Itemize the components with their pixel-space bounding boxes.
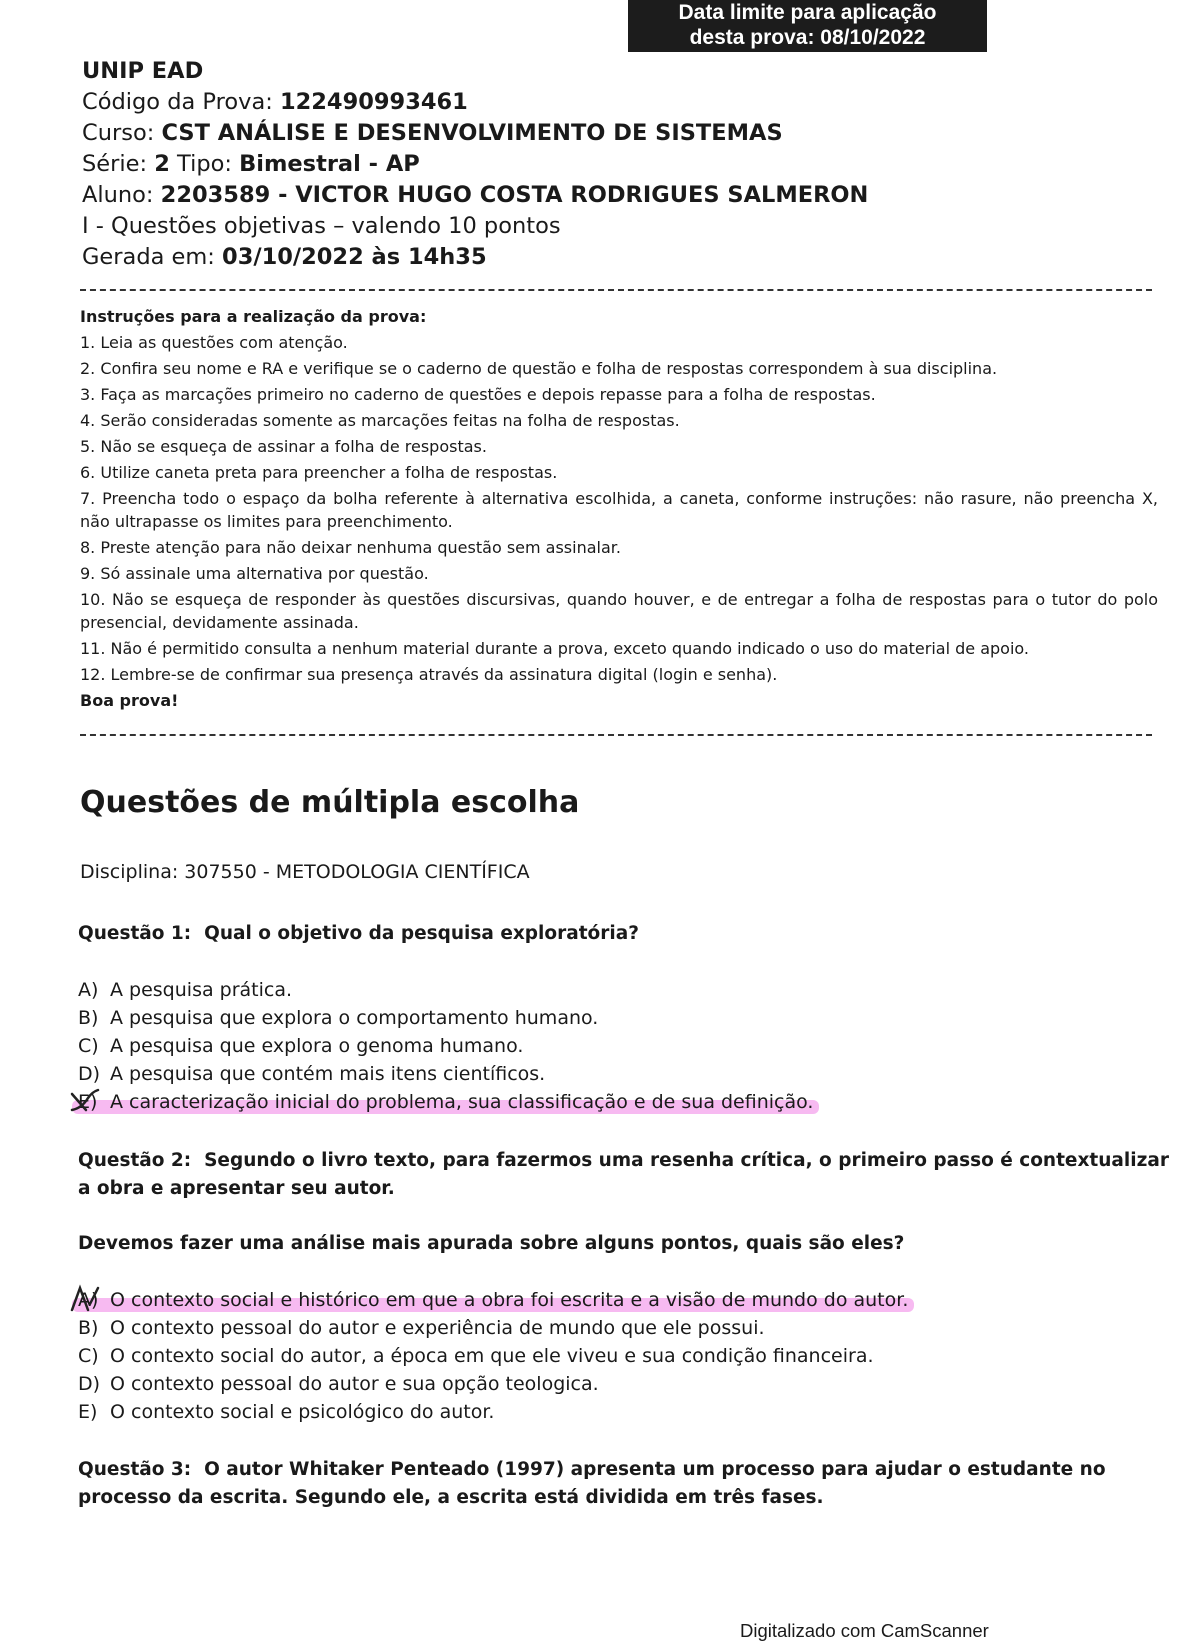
type-label: Tipo: <box>169 151 240 177</box>
course-value: CST ANÁLISE E DESENVOLVIMENTO DE SISTEMAS <box>161 120 783 146</box>
exam-header <box>82 56 868 273</box>
alternative-b[interactable]: B) O contexto pessoal do autor e experiência de mundo que ele possui. <box>78 1317 765 1339</box>
question-text: Segundo o livro texto, para fazermos uma resenha crítica, o primeiro passo é contextualizar a obra e apresentar seu autor. <box>78 1150 1169 1199</box>
instruction-item: 3. Faça as marcações primeiro no caderno de questões e depois repasse para a folha de respostas. <box>80 385 876 404</box>
student-value: 2203589 - VICTOR HUGO COSTA RODRIGUES SALMERON <box>160 182 869 208</box>
alternative-a[interactable]: A) A pesquisa prática. <box>78 979 293 1001</box>
deadline-line-1: Data limite para aplicação <box>678 1 937 24</box>
question-3 <box>78 1456 1178 1512</box>
instruction-item: 8. Preste atenção para não deixar nenhuma questão sem assinalar. <box>80 538 621 557</box>
alternative-b[interactable]: B) A pesquisa que explora o comportamento humano. <box>78 1007 599 1029</box>
instructions <box>80 306 1158 712</box>
instruction-item: 11. Não é permitido consulta a nenhum material durante a prova, exceto quando indicado o uso do material de apoio. <box>80 639 1029 658</box>
alternative-c[interactable]: C) O contexto social do autor, a época em que ele viveu e sua condição financeira. <box>78 1345 874 1367</box>
question-1 <box>78 920 1178 948</box>
instruction-item: 9. Só assinale uma alternativa por questão. <box>80 564 429 583</box>
instruction-item: 10. Não se esqueça de responder às questões discursivas, quando houver, e de entregar a folha de respostas para o tutor do polo presencial, devidamente assinada. <box>80 590 1158 632</box>
question-2-followup: Devemos fazer uma análise mais apurada sobre alguns pontos, quais são eles? <box>78 1233 905 1254</box>
scanner-watermark: Digitalizado com CamScanner <box>740 1620 989 1641</box>
series-label: Série: <box>82 151 155 177</box>
instructions-heading: Instruções para a realização da prova: <box>80 307 427 326</box>
question-2-alternatives <box>78 1286 908 1426</box>
deadline-line-2: desta prova: 08/10/2022 <box>689 26 926 49</box>
course-label: Curso: <box>82 120 162 146</box>
generated-at <box>82 242 868 273</box>
question-label: Questão 2: <box>78 1150 192 1171</box>
generated-label: Gerada em: <box>82 244 223 270</box>
good-luck-text: Boa prova! <box>80 691 179 710</box>
question-1-alternatives <box>78 976 813 1116</box>
series-type <box>82 149 868 180</box>
instruction-item: 6. Utilize caneta preta para preencher a folha de respostas. <box>80 463 558 482</box>
course <box>82 118 868 149</box>
exam-code-label: Código da Prova: <box>82 89 280 115</box>
type-value: Bimestral - AP <box>239 151 420 177</box>
student <box>82 180 868 211</box>
section-title: Questões de múltipla escolha <box>80 785 580 820</box>
institution-name: UNIP EAD <box>82 58 204 84</box>
instruction-item: 12. Lembre-se de confirmar sua presença através da assinatura digital (login e senha). <box>80 665 778 684</box>
question-label: Questão 3: <box>78 1459 192 1480</box>
instruction-item: 2. Confira seu nome e RA e verifique se o caderno de questão e folha de respostas correspondem à sua disciplina. <box>80 359 998 378</box>
exam-code-value: 122490993461 <box>279 89 468 115</box>
instruction-item: 5. Não se esqueça de assinar a folha de respostas. <box>80 437 487 456</box>
question-label: Questão 1: <box>78 923 192 944</box>
alternative-d[interactable]: D) A pesquisa que contém mais itens científicos. <box>78 1063 546 1085</box>
question-text: Qual o objetivo da pesquisa exploratória? <box>204 923 639 944</box>
alternative-e-selected[interactable]: E) A caracterização inicial do problema, sua classificação e de sua definição. <box>78 1088 813 1116</box>
exam-code <box>82 87 868 118</box>
instruction-item: 7. Preencha todo o espaço da bolha referente à alternativa escolhida, a caneta, conforme instruções: não rasure, não preencha X, não ultrapasse os limites para preenchimento. <box>80 489 1158 531</box>
series-value: 2 <box>154 151 170 177</box>
student-label: Aluno: <box>82 182 161 208</box>
instruction-item: 4. Serão consideradas somente as marcações feitas na folha de respostas. <box>80 411 680 430</box>
questions-info: I - Questões objetivas – valendo 10 pontos <box>82 213 561 239</box>
deadline-stamp <box>628 0 987 52</box>
alternative-c[interactable]: C) A pesquisa que explora o genoma humano. <box>78 1035 524 1057</box>
instruction-item: 1. Leia as questões com atenção. <box>80 333 348 352</box>
divider-top <box>80 289 1152 291</box>
question-text: O autor Whitaker Penteado (1997) apresenta um processo para ajudar o estudante no processo da escrita. Segundo ele, a escrita está dividida em três fases. <box>78 1459 1106 1508</box>
generated-value: 03/10/2022 às 14h35 <box>222 244 487 270</box>
alternative-d[interactable]: D) O contexto pessoal do autor e sua opção teologica. <box>78 1373 599 1395</box>
question-2 <box>78 1147 1178 1203</box>
alternative-e[interactable]: E) O contexto social e psicológico do autor. <box>78 1401 495 1423</box>
divider-bottom <box>80 734 1152 736</box>
discipline: Disciplina: 307550 - METODOLOGIA CIENTÍFICA <box>80 861 530 883</box>
alternative-a-selected[interactable]: A) O contexto social e histórico em que a obra foi escrita e a visão de mundo do autor. <box>78 1286 908 1314</box>
